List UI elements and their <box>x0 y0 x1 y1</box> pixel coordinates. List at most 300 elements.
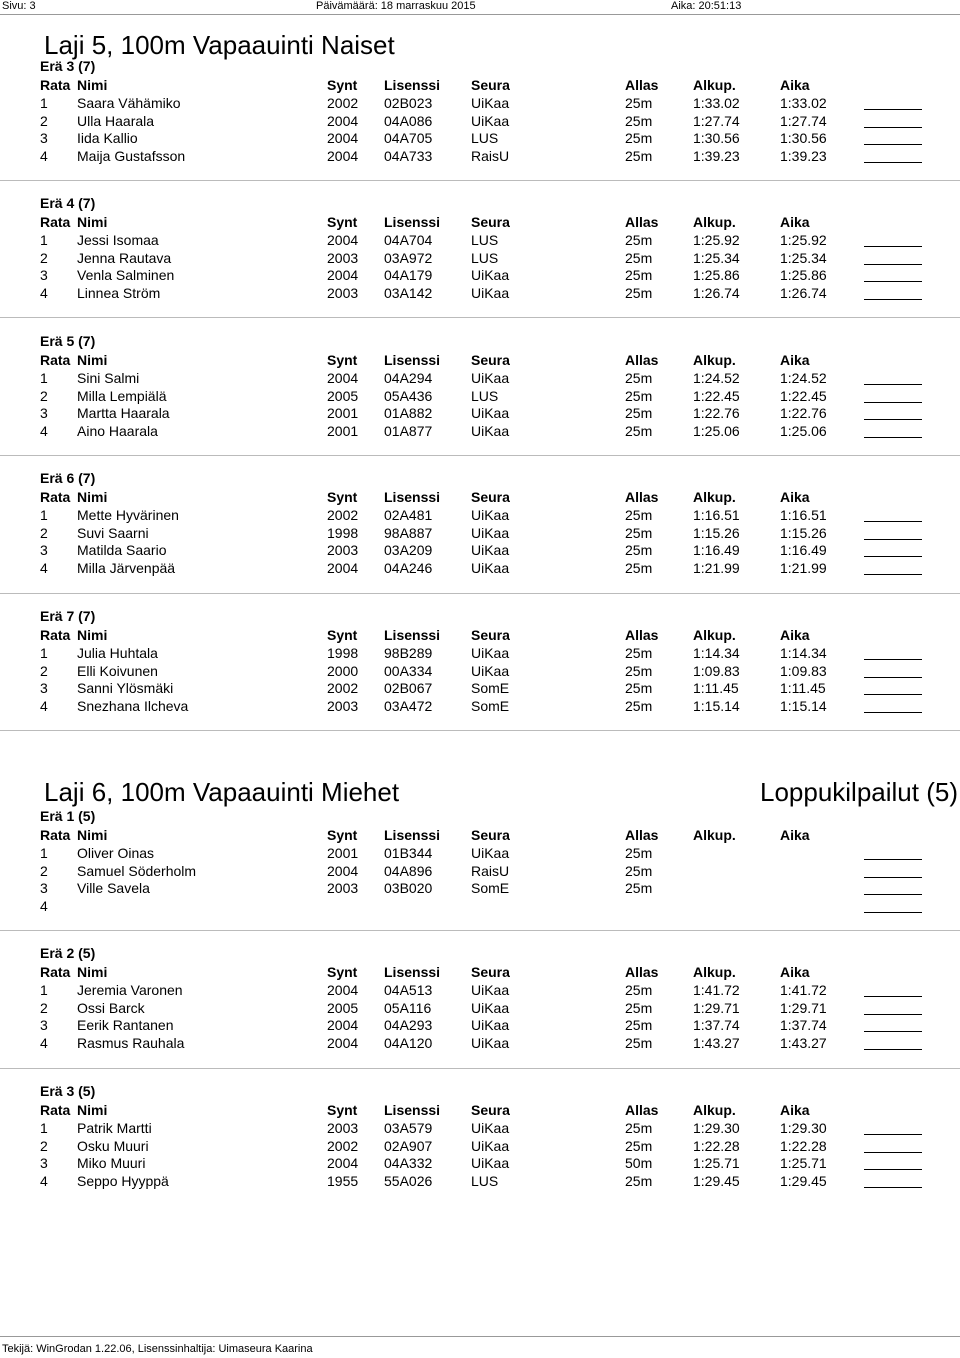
table-row <box>0 1017 960 1034</box>
cell-entry: 1:14.34 <box>693 645 740 661</box>
cell-license: 03A972 <box>384 249 433 266</box>
column-header-time: Aika <box>780 827 810 843</box>
cell-lane: 4 <box>40 559 48 576</box>
event-title: Laji 5, 100m Vapaauinti Naiset <box>44 30 395 60</box>
cell-pool: 25m <box>625 645 653 661</box>
cell-pool: 50m <box>625 1155 653 1171</box>
column-header-name: Nimi <box>77 827 108 843</box>
cell-time: 1:29.45 <box>780 1172 827 1189</box>
column-header-license: Lisenssi <box>384 627 441 643</box>
table-row <box>0 525 960 542</box>
column-header-entry: Alkup. <box>693 964 736 980</box>
cell-club: UiKaa <box>471 284 510 301</box>
column-header-row <box>0 214 960 231</box>
column-header-license: Lisenssi <box>384 214 441 230</box>
cell-lane: 1 <box>40 1120 48 1136</box>
cell-lane: 2 <box>40 1137 48 1154</box>
cell-club: UiKaa <box>471 1137 510 1154</box>
cell-license: 03A472 <box>384 697 433 714</box>
column-header-club: Seura <box>471 627 510 643</box>
column-header-club: Seura <box>471 1102 510 1118</box>
cell-club: UiKaa <box>471 1034 510 1051</box>
cell-time: 1:24.52 <box>780 370 827 386</box>
table-row <box>0 645 960 662</box>
cell-born: 1998 <box>327 524 359 541</box>
cell-time: 1:09.83 <box>780 662 827 679</box>
cell-club: SomE <box>471 697 510 714</box>
cell-entry: 1:09.83 <box>693 662 740 679</box>
cell-name: Eerik Rantanen <box>77 1017 174 1033</box>
table-row <box>0 148 960 165</box>
cell-lane: 3 <box>40 680 48 696</box>
heat-label: Erä 7 (7) <box>40 608 96 624</box>
cell-club: UiKaa <box>471 542 510 558</box>
cell-pool: 25m <box>625 862 653 879</box>
result-blank-line <box>864 130 922 145</box>
cell-license: 00A334 <box>384 662 433 679</box>
cell-born: 2004 <box>327 559 359 576</box>
table-row <box>0 542 960 559</box>
table-row <box>0 982 960 999</box>
cell-name: Venla Salminen <box>77 267 175 283</box>
table-row <box>0 663 960 680</box>
table-row <box>0 1120 960 1137</box>
cell-time: 1:43.27 <box>780 1034 827 1051</box>
column-header-row <box>0 77 960 94</box>
table-row <box>0 405 960 422</box>
cell-time: 1:15.26 <box>780 524 827 541</box>
cell-time: 1:22.45 <box>780 387 827 404</box>
column-header-time: Aika <box>780 627 810 643</box>
print-date: Päivämäärä: 18 marraskuu 2015 <box>316 0 476 12</box>
cell-license: 55A026 <box>384 1172 433 1189</box>
cell-club: UiKaa <box>471 422 510 439</box>
cell-lane: 3 <box>40 267 48 283</box>
column-header-born: Synt <box>327 77 358 93</box>
page-header <box>0 0 960 15</box>
column-header-time: Aika <box>780 489 810 505</box>
cell-lane: 3 <box>40 542 48 558</box>
table-row <box>0 1000 960 1017</box>
cell-born: 1998 <box>327 645 359 661</box>
cell-pool: 25m <box>625 387 653 404</box>
cell-entry: 1:21.99 <box>693 559 740 576</box>
heat-label: Erä 2 (5) <box>40 945 96 961</box>
cell-lane: 4 <box>40 1172 48 1189</box>
table-row <box>0 285 960 302</box>
section-divider <box>0 317 960 318</box>
section-divider <box>0 455 960 456</box>
table-row <box>0 250 960 267</box>
cell-name: Linnea Ström <box>77 284 161 301</box>
result-blank-line <box>864 113 922 128</box>
cell-license: 04A293 <box>384 1017 433 1033</box>
cell-born: 2003 <box>327 880 359 896</box>
cell-lane: 4 <box>40 147 48 164</box>
column-header-entry: Alkup. <box>693 489 736 505</box>
table-row <box>0 1173 960 1190</box>
cell-pool: 25m <box>625 112 653 129</box>
column-header-name: Nimi <box>77 1102 108 1118</box>
column-header-pool: Allas <box>625 77 659 93</box>
column-header-club: Seura <box>471 964 510 980</box>
result-blank-line <box>864 95 922 110</box>
column-header-born: Synt <box>327 352 358 368</box>
cell-pool: 25m <box>625 130 653 146</box>
cell-time: 1:41.72 <box>780 982 827 998</box>
cell-entry: 1:22.76 <box>693 405 740 421</box>
cell-name: Maija Gustafsson <box>77 147 186 164</box>
cell-pool: 25m <box>625 999 653 1016</box>
table-row <box>0 863 960 880</box>
cell-name: Aino Haarala <box>77 422 158 439</box>
table-row <box>0 698 960 715</box>
column-header-row <box>0 1102 960 1119</box>
result-blank-line <box>864 1120 922 1135</box>
cell-license: 01A882 <box>384 405 433 421</box>
cell-time: 1:25.86 <box>780 267 827 283</box>
column-header-name: Nimi <box>77 489 108 505</box>
cell-license: 98A887 <box>384 524 433 541</box>
page-footer <box>0 1336 960 1355</box>
column-header-license: Lisenssi <box>384 489 441 505</box>
cell-entry: 1:16.49 <box>693 542 740 558</box>
cell-born: 2004 <box>327 112 359 129</box>
column-header-pool: Allas <box>625 827 659 843</box>
column-header-name: Nimi <box>77 214 108 230</box>
cell-born: 2000 <box>327 662 359 679</box>
cell-time: 1:11.45 <box>780 680 826 696</box>
result-blank-line <box>864 680 922 695</box>
cell-license: 02B023 <box>384 95 433 111</box>
cell-lane: 2 <box>40 862 48 879</box>
result-blank-line <box>864 1017 922 1032</box>
cell-lane: 1 <box>40 370 48 386</box>
section-divider <box>0 1068 960 1069</box>
cell-lane: 2 <box>40 524 48 541</box>
cell-club: UiKaa <box>471 982 510 998</box>
cell-name: Matilda Saario <box>77 542 167 558</box>
table-row <box>0 898 960 915</box>
cell-lane: 1 <box>40 232 48 248</box>
cell-entry: 1:25.06 <box>693 422 740 439</box>
table-row <box>0 1035 960 1052</box>
heat-label: Erä 6 (7) <box>40 470 96 486</box>
cell-name: Iida Kallio <box>77 130 138 146</box>
cell-license: 04A896 <box>384 862 433 879</box>
cell-club: UiKaa <box>471 559 510 576</box>
table-row <box>0 1155 960 1172</box>
cell-time: 1:25.06 <box>780 422 827 439</box>
cell-pool: 25m <box>625 1017 653 1033</box>
result-blank-line <box>864 388 922 403</box>
result-blank-line <box>864 542 922 557</box>
cell-time: 1:39.23 <box>780 147 827 164</box>
cell-lane: 1 <box>40 982 48 998</box>
result-blank-line <box>864 1155 922 1170</box>
cell-club: UiKaa <box>471 370 510 386</box>
cell-club: LUS <box>471 249 499 266</box>
cell-license: 01A877 <box>384 422 433 439</box>
cell-time: 1:25.92 <box>780 232 827 248</box>
cell-born: 2004 <box>327 147 359 164</box>
cell-entry: 1:25.34 <box>693 249 740 266</box>
result-blank-line <box>864 880 922 895</box>
cell-born: 2002 <box>327 507 359 523</box>
cell-name: Snezhana Ilcheva <box>77 697 189 714</box>
column-header-row <box>0 964 960 981</box>
result-blank-line <box>864 267 922 282</box>
cell-born: 2003 <box>327 697 359 714</box>
column-header-lane: Rata <box>40 827 71 843</box>
cell-entry: 1:25.71 <box>693 1155 740 1171</box>
cell-name: Ossi Barck <box>77 999 145 1016</box>
cell-pool: 25m <box>625 1120 653 1136</box>
cell-pool: 25m <box>625 1137 653 1154</box>
cell-time: 1:37.74 <box>780 1017 827 1033</box>
cell-entry: 1:26.74 <box>693 284 740 301</box>
cell-born: 2004 <box>327 1155 359 1171</box>
cell-lane: 1 <box>40 507 48 523</box>
cell-club: UiKaa <box>471 95 510 111</box>
cell-name: Milla Lempiälä <box>77 387 167 404</box>
cell-entry: 1:25.92 <box>693 232 740 248</box>
cell-name: Ville Savela <box>77 880 150 896</box>
page-number: Sivu: 3 <box>2 0 36 12</box>
cell-pool: 25m <box>625 405 653 421</box>
cell-license: 03A209 <box>384 542 433 558</box>
event-title: Laji 6, 100m Vapaauinti Miehet <box>44 777 400 807</box>
cell-born: 2005 <box>327 999 359 1016</box>
result-blank-line <box>864 1035 922 1050</box>
cell-name: Jenna Rautava <box>77 249 172 266</box>
cell-club: RaisU <box>471 147 510 164</box>
column-header-license: Lisenssi <box>384 352 441 368</box>
cell-pool: 25m <box>625 542 653 558</box>
column-header-row <box>0 489 960 506</box>
cell-pool: 25m <box>625 559 653 576</box>
cell-born: 2003 <box>327 249 359 266</box>
cell-born: 2004 <box>327 862 359 879</box>
heat-label: Erä 4 (7) <box>40 195 96 211</box>
cell-time: 1:22.28 <box>780 1137 827 1154</box>
cell-born: 2001 <box>327 422 359 439</box>
section-divider <box>0 930 960 931</box>
cell-license: 05A116 <box>384 999 432 1016</box>
table-row <box>0 267 960 284</box>
cell-license: 03A142 <box>384 284 433 301</box>
cell-license: 03A579 <box>384 1120 433 1136</box>
column-header-name: Nimi <box>77 352 108 368</box>
result-blank-line <box>864 863 922 878</box>
cell-pool: 25m <box>625 1172 653 1189</box>
result-blank-line <box>864 525 922 540</box>
cell-club: UiKaa <box>471 1120 510 1136</box>
cell-pool: 25m <box>625 982 653 998</box>
column-header-club: Seura <box>471 827 510 843</box>
table-row <box>0 95 960 112</box>
column-header-entry: Alkup. <box>693 214 736 230</box>
cell-name: Samuel Söderholm <box>77 862 197 879</box>
cell-club: UiKaa <box>471 405 510 421</box>
cell-born: 2002 <box>327 95 359 111</box>
cell-club: UiKaa <box>471 662 510 679</box>
cell-time: 1:16.49 <box>780 542 827 558</box>
cell-entry: 1:15.14 <box>693 697 740 714</box>
cell-pool: 25m <box>625 147 653 164</box>
cell-entry: 1:29.45 <box>693 1172 740 1189</box>
cell-pool: 25m <box>625 267 653 283</box>
result-blank-line <box>864 370 922 385</box>
column-header-pool: Allas <box>625 489 659 505</box>
cell-lane: 3 <box>40 405 48 421</box>
cell-born: 2002 <box>327 1137 359 1154</box>
result-blank-line <box>864 560 922 575</box>
cell-name: Suvi Saarni <box>77 524 149 541</box>
cell-club: UiKaa <box>471 507 510 523</box>
column-header-time: Aika <box>780 964 810 980</box>
cell-name: Saara Vähämiko <box>77 95 181 111</box>
cell-born: 2004 <box>327 982 359 998</box>
cell-license: 05A436 <box>384 387 433 404</box>
column-header-license: Lisenssi <box>384 1102 441 1118</box>
cell-name: Elli Koivunen <box>77 662 158 679</box>
cell-club: UiKaa <box>471 845 510 861</box>
cell-entry: 1:24.52 <box>693 370 740 386</box>
table-row <box>0 507 960 524</box>
cell-entry: 1:16.51 <box>693 507 740 523</box>
cell-time: 1:16.51 <box>780 507 827 523</box>
cell-license: 98B289 <box>384 645 433 661</box>
cell-entry: 1:33.02 <box>693 95 740 111</box>
cell-name: Rasmus Rauhala <box>77 1034 185 1051</box>
column-header-lane: Rata <box>40 352 71 368</box>
cell-pool: 25m <box>625 880 653 896</box>
cell-entry: 1:29.71 <box>693 999 740 1016</box>
cell-club: LUS <box>471 1172 499 1189</box>
cell-name: Seppo Hyyppä <box>77 1172 169 1189</box>
cell-time: 1:27.74 <box>780 112 827 129</box>
cell-pool: 25m <box>625 249 653 266</box>
cell-pool: 25m <box>625 662 653 679</box>
cell-pool: 25m <box>625 95 653 111</box>
cell-entry: 1:30.56 <box>693 130 740 146</box>
column-header-club: Seura <box>471 77 510 93</box>
cell-club: LUS <box>471 387 499 404</box>
column-header-entry: Alkup. <box>693 352 736 368</box>
cell-lane: 3 <box>40 1017 48 1033</box>
result-blank-line <box>864 1138 922 1153</box>
cell-entry: 1:22.28 <box>693 1137 740 1154</box>
cell-name: Patrik Martti <box>77 1120 152 1136</box>
result-blank-line <box>864 898 922 913</box>
cell-time: 1:15.14 <box>780 697 827 714</box>
cell-lane: 2 <box>40 387 48 404</box>
result-blank-line <box>864 232 922 247</box>
table-row <box>0 845 960 862</box>
column-header-license: Lisenssi <box>384 964 441 980</box>
cell-time: 1:33.02 <box>780 95 827 111</box>
cell-lane: 2 <box>40 112 48 129</box>
cell-born: 2004 <box>327 370 359 386</box>
column-header-pool: Allas <box>625 352 659 368</box>
cell-entry: 1:25.86 <box>693 267 740 283</box>
footer-text: Tekijä: WinGrodan 1.22.06, Lisenssinhaltija: Uimaseura Kaarina <box>2 1343 313 1355</box>
cell-lane: 3 <box>40 1155 48 1171</box>
cell-license: 02A907 <box>384 1137 433 1154</box>
cell-born: 2004 <box>327 1017 359 1033</box>
table-row <box>0 1138 960 1155</box>
column-header-name: Nimi <box>77 77 108 93</box>
cell-club: SomE <box>471 680 510 696</box>
column-header-row <box>0 827 960 844</box>
column-header-born: Synt <box>327 489 358 505</box>
cell-license: 04A513 <box>384 982 433 998</box>
cell-lane: 1 <box>40 645 48 661</box>
cell-lane: 3 <box>40 880 48 896</box>
cell-born: 2004 <box>327 1034 359 1051</box>
column-header-name: Nimi <box>77 964 108 980</box>
result-blank-line <box>864 1000 922 1015</box>
cell-license: 02A481 <box>384 507 433 523</box>
cell-license: 04A246 <box>384 559 433 576</box>
cell-club: LUS <box>471 232 499 248</box>
column-header-time: Aika <box>780 1102 810 1118</box>
cell-name: Mette Hyvärinen <box>77 507 179 523</box>
cell-name: Jeremia Varonen <box>77 982 183 998</box>
cell-pool: 25m <box>625 845 653 861</box>
cell-club: UiKaa <box>471 999 510 1016</box>
cell-pool: 25m <box>625 422 653 439</box>
cell-lane: 4 <box>40 422 48 439</box>
table-row <box>0 560 960 577</box>
column-header-lane: Rata <box>40 489 71 505</box>
column-header-license: Lisenssi <box>384 77 441 93</box>
cell-entry: 1:39.23 <box>693 147 740 164</box>
cell-entry: 1:11.45 <box>693 680 739 696</box>
column-header-name: Nimi <box>77 627 108 643</box>
column-header-club: Seura <box>471 214 510 230</box>
cell-time: 1:22.76 <box>780 405 827 421</box>
cell-pool: 25m <box>625 697 653 714</box>
cell-entry: 1:29.30 <box>693 1120 740 1136</box>
heat-label: Erä 1 (5) <box>40 808 96 824</box>
column-header-row <box>0 627 960 644</box>
cell-lane: 4 <box>40 897 48 914</box>
column-header-pool: Allas <box>625 627 659 643</box>
cell-lane: 4 <box>40 284 48 301</box>
cell-name: Oliver Oinas <box>77 845 155 861</box>
cell-club: LUS <box>471 130 499 146</box>
column-header-time: Aika <box>780 214 810 230</box>
cell-time: 1:26.74 <box>780 284 827 301</box>
print-time: Aika: 20:51:13 <box>671 0 742 12</box>
cell-club: UiKaa <box>471 112 510 129</box>
heat-label: Erä 3 (5) <box>40 1083 96 1099</box>
cell-name: Ulla Haarala <box>77 112 155 129</box>
cell-lane: 1 <box>40 95 48 111</box>
cell-name: Jessi Isomaa <box>77 232 159 248</box>
cell-pool: 25m <box>625 507 653 523</box>
cell-name: Julia Huhtala <box>77 645 158 661</box>
table-row <box>0 113 960 130</box>
cell-born: 2003 <box>327 1120 359 1136</box>
column-header-lane: Rata <box>40 1102 71 1118</box>
column-header-license: Lisenssi <box>384 827 441 843</box>
cell-lane: 2 <box>40 662 48 679</box>
cell-lane: 4 <box>40 697 48 714</box>
column-header-entry: Alkup. <box>693 627 736 643</box>
